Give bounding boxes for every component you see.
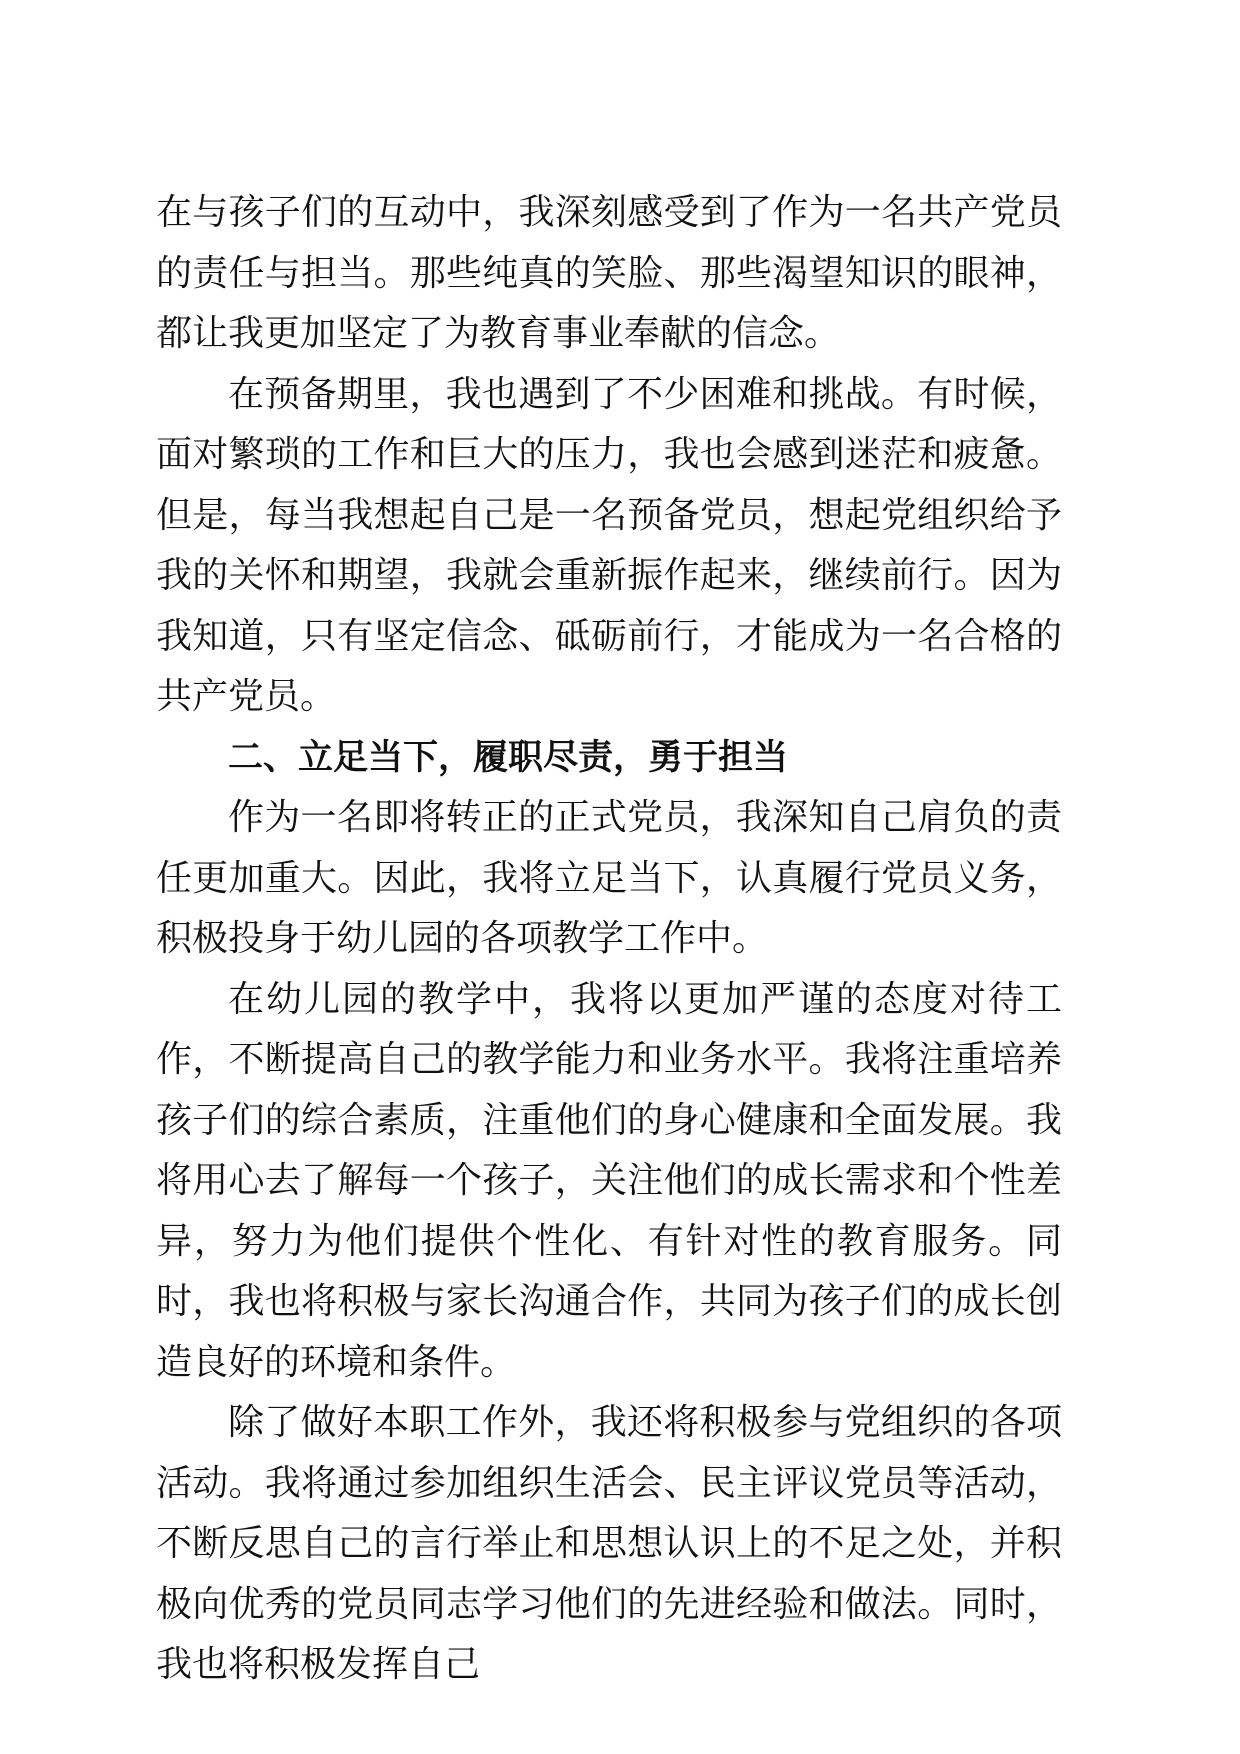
section-heading-two: 二、立足当下，履职尽责，勇于担当 (228, 737, 789, 778)
paragraph-responsibility: 作为一名即将转正的正式党员，我深知自己肩负的责任更加重大。因此，我将立足当下，认真履行党员义务，积极投身于幼儿园的各项教学工作中。 (156, 797, 1062, 959)
paragraph-party-activities: 除了做好本职工作外，我还将积极参与党组织的各项活动。我将通过参加组织生活会、民主评议党员等活动，不断反思自己的言行举止和思想认识上的不足之处，并积极向优秀的党员同志学习他们的先进经验和做法。同时，我也将积极发挥自己 (156, 1402, 1062, 1685)
paragraph-child-interaction: 在与孩子们的互动中，我深刻感受到了作为一名共产党员的责任与担当。那些纯真的笑脸、那些渴望知识的眼神，都让我更加坚定了为教育事业奉献的信念。 (156, 192, 1062, 354)
paragraph-teaching-plan: 在幼儿园的教学中，我将以更加严谨的态度对待工作，不断提高自己的教学能力和业务水平。我将注重培养孩子们的综合素质，注重他们的身心健康和全面发展。我将用心去了解每一个孩子，关注他们的成长需求和个性差异，努力为他们提供个性化、有针对性的教育服务。同时，我也将积极与家长沟通合作，共同为孩子们的成长创造良好的环境和条件。 (156, 978, 1062, 1383)
paragraph-probation-challenges: 在预备期里，我也遇到了不少困难和挑战。有时候，面对繁琐的工作和巨大的压力，我也会感到迷茫和疲惫。但是，每当我想起自己是一名预备党员，想起党组织给予我的关怀和期望，我就会重新振作起来，继续前行。因为我知道，只有坚定信念、砥砺前行，才能成为一名合格的共产党员。 (156, 373, 1062, 717)
document-body (156, 183, 1062, 1696)
